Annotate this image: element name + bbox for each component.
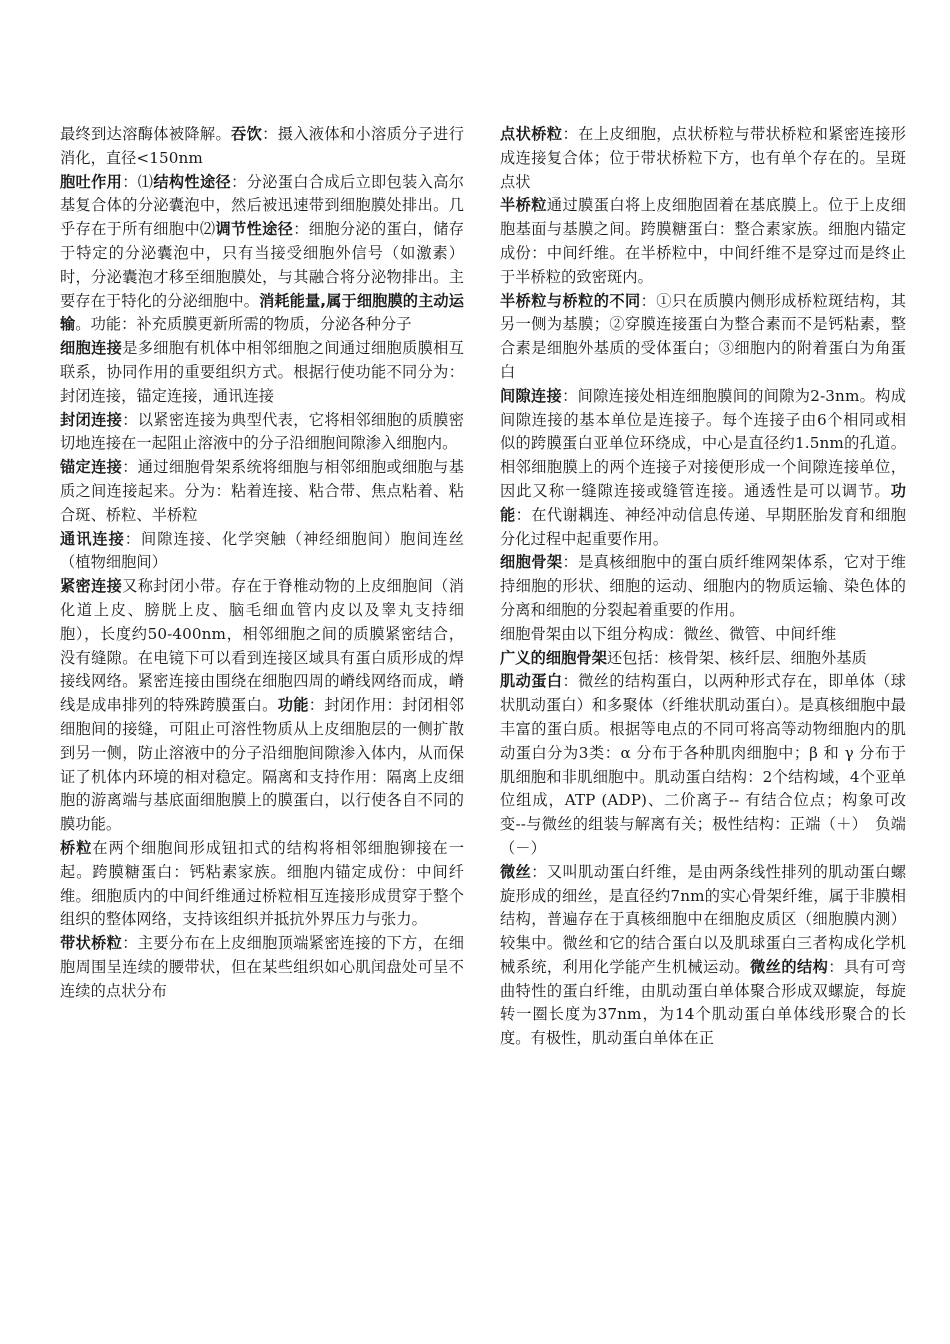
term-heading: 广义的细胞骨架 [500, 648, 608, 667]
body-text: ：封闭作用：封闭相邻细胞间的接缝，可阻止可溶性物质从上皮细胞层的一侧扩散到另一侧，防止溶液中的分子沿细胞间隙渗入体内，从而保证了机体内环境的相对稳定。隔离和支持作用：隔离上皮细胞的游离端与基底面细胞膜上的膜蛋白，以行使各自不同的膜功能。 [60, 696, 465, 834]
term-heading: 结构性途径 [153, 172, 232, 191]
body-text: ：以紧密连接为典型代表，它将相邻细胞的质膜密切地连接在一起阻止溶液中的分子沿细胞间隙渗入细胞内。 [60, 410, 465, 453]
term-heading: 间隙连接 [500, 386, 563, 405]
paragraph [60, 528, 464, 576]
body-text: ：⑴ [122, 172, 154, 191]
body-text: ：在代谢耦连、神经冲动信息传递、早期胚胎发育和细胞分化过程中起重要作用。 [500, 505, 907, 548]
term-heading: 调节性途径 [215, 220, 294, 239]
term-heading: 封闭连接 [60, 410, 123, 429]
paragraph [500, 861, 906, 1051]
term-heading: 半桥粒与桥粒的不同 [500, 291, 641, 310]
body-text: ：分泌蛋白合成后立即包装入高尔基复合体的分泌囊泡中，然后被迅速带到细胞膜处排出。几乎存在于所有细胞中⑵ [60, 172, 465, 239]
term-heading: 吞饮 [231, 125, 263, 143]
term-heading: 点状桥粒 [500, 125, 563, 143]
body-text: 。功能：补充质膜更新所需的物质，分泌各种分子 [75, 315, 412, 334]
paragraph [60, 171, 464, 338]
body-text: ：摄入液体和小溶质分子进行消化，直径<150nm [60, 125, 464, 167]
body-text: 又称封闭小带。存在于脊椎动物的上皮细胞间（消化道上皮、膀胱上皮、脑毛细血管内皮以及睾丸支持细胞），长度约50-400nm，相邻细胞之间的质膜紧密结合，没有缝隙。在电镜下可以看到连接区域具有蛋白质形成的焊接线网络。紧密连接由围绕在细胞四周的嵴线网络而成，嵴线是成串排列的特殊跨膜蛋白。 [60, 577, 465, 715]
paragraph [60, 575, 464, 837]
body-text: ：又叫肌动蛋白纤维，是由两条线性排列的肌动蛋白螺旋形成的细丝，是直径约7nm的实心骨架纤维，属于非膜相结构，普遍存在于真核细胞中在细胞皮质区（细胞膜内测）较集中。微丝和它的结合蛋白以及肌球蛋白三者构成化学机械系统，利用化学能产生机械运动。 [500, 862, 906, 976]
term-heading: 胞吐作用 [60, 172, 123, 191]
term-heading: 细胞骨架 [500, 553, 563, 572]
body-text: ：在上皮细胞，点状桥粒与带状桥粒和紧密连接形成连接复合体；位于带状桥粒下方，也有单个存在的。呈斑点状 [500, 125, 906, 191]
term-heading: 细胞连接 [60, 339, 123, 358]
paragraph [60, 409, 464, 457]
body-text: ：①只在质膜内侧形成桥粒斑结构，其另一侧为基膜；②穿膜连接蛋白为整合素而不是钙粘素，整合素是细胞外基质的受体蛋白；③细胞内的附着蛋白为角蛋白 [500, 291, 906, 381]
body-text: ：通过细胞骨架系统将细胞与相邻细胞或细胞与基质之间连接起来。分为：粘着连接、粘合带、焦点粘着、粘合斑、桥粒、半桥粒 [60, 458, 465, 524]
paragraph [60, 932, 464, 1003]
body-text: 在两个细胞间形成钮扣式的结构将相邻细胞铆接在一起。跨膜糖蛋白：钙粘素家族。细胞内锚定成份：中间纤维。细胞质内的中间纤维通过桥粒相互连接形成贯穿于整个组织的整体网络，支持该组织并抵抗外界压力与张力。 [60, 838, 464, 929]
paragraph [60, 837, 464, 932]
paragraph [60, 337, 464, 408]
body-text: ：细胞分泌的蛋白，储存于特定的分泌囊泡中，只有当接受细胞外信号（如激素）时，分泌囊泡才移至细胞膜处，与其融合将分泌物排出。主要存在于特化的分泌细胞中。 [60, 220, 465, 310]
body-text: ：微丝的结构蛋白，以两种形式存在，即单体（球状肌动蛋白）和多聚体（纤维状肌动蛋白）。是真核细胞中最丰富的蛋白质。根据等电点的不同可将高等动物细胞内的肌动蛋白分为3类：α 分布于各种肌肉细胞中；β 和 γ 分布于肌细胞和非肌细胞中。肌动蛋白结构：2个结构域，4个亚单位组成，ATP (ADP)、二价离子-- 有结合位点；构象可改变--与微丝的组装与解离有关；极性结构：正端（＋） 负端（－） [500, 672, 906, 857]
body-text: ：是真核细胞中的蛋白质纤维网架体系，它对于维持细胞的形状、细胞的运动、细胞内的物质运输、染色体的分离和细胞的分裂起着重要的作用。 [500, 553, 906, 619]
right-column [500, 123, 906, 1051]
body-text: 最终到达溶酶体被降解。 [60, 125, 232, 143]
paragraph [500, 123, 906, 194]
term-heading: 消耗能量,属于细胞膜的主动运输 [60, 291, 464, 334]
term-heading: 半桥粒 [500, 196, 547, 215]
body-text: 通过膜蛋白将上皮细胞固着在基底膜上。位于上皮细胞基面与基膜之间。跨膜糖蛋白：整合素家族。细胞内锚定成份：中间纤维。在半桥粒中，中间纤维不是穿过而是终止于半桥粒的致密斑内。 [500, 196, 906, 286]
body-text: 细胞骨架由以下组分构成：微丝、微管、中间纤维 [500, 624, 837, 643]
left-column [60, 123, 464, 1003]
body-text: ：间隙连接、化学突触（神经细胞间）胞间连丝（植物细胞间） [60, 529, 464, 572]
body-text: 还包括：核骨架、核纤层、细胞外基质 [607, 648, 867, 667]
term-heading: 功能 [500, 481, 906, 524]
paragraph [60, 123, 464, 171]
paragraph [500, 623, 906, 647]
term-heading: 微丝 [500, 862, 532, 881]
term-heading: 紧密连接 [60, 577, 123, 596]
body-text: ：主要分布在上皮细胞顶端紧密连接的下方，在细胞周围呈连续的腰带状，但在某些组织如心肌闰盘处可呈不连续的点状分布 [60, 934, 465, 1000]
body-text: ：具有可弯曲特性的蛋白纤维，由肌动蛋白单体聚合形成双螺旋，每旋转一圈长度为37nm，为14个肌动蛋白单体线形聚合的长度。有极性，肌动蛋白单体在正 [500, 957, 907, 1048]
paragraph [500, 647, 906, 671]
term-heading: 微丝的结构 [750, 957, 829, 976]
term-heading: 肌动蛋白 [500, 672, 563, 691]
paragraph [60, 456, 464, 527]
paragraph [500, 290, 906, 385]
paragraph [500, 670, 906, 860]
term-heading: 通讯连接 [60, 529, 125, 548]
paragraph [500, 551, 906, 622]
term-heading: 带状桥粒 [60, 934, 123, 953]
body-text: ：间隙连接处相连细胞膜间的间隙为2-3nm。构成间隙连接的基本单位是连接子。每个连接子由6个相同或相似的跨膜蛋白亚单位环绕成，中心是直径约1.5nm的孔道。相邻细胞膜上的两个连接子对接便形成一个间隙连接单位，因此又称一缝隙连接或缝管连接。通透性是可以调节。 [500, 386, 906, 500]
body-text: 是多细胞有机体中相邻细胞之间通过细胞质膜相互联系，协同作用的重要组织方式。根据行使功能不同分为：封闭连接，锚定连接，通讯连接 [60, 339, 465, 405]
term-heading: 锚定连接 [60, 458, 123, 477]
paragraph [500, 194, 906, 289]
term-heading: 桥粒 [60, 838, 93, 857]
term-heading: 功能 [277, 696, 309, 715]
paragraph [500, 385, 906, 552]
